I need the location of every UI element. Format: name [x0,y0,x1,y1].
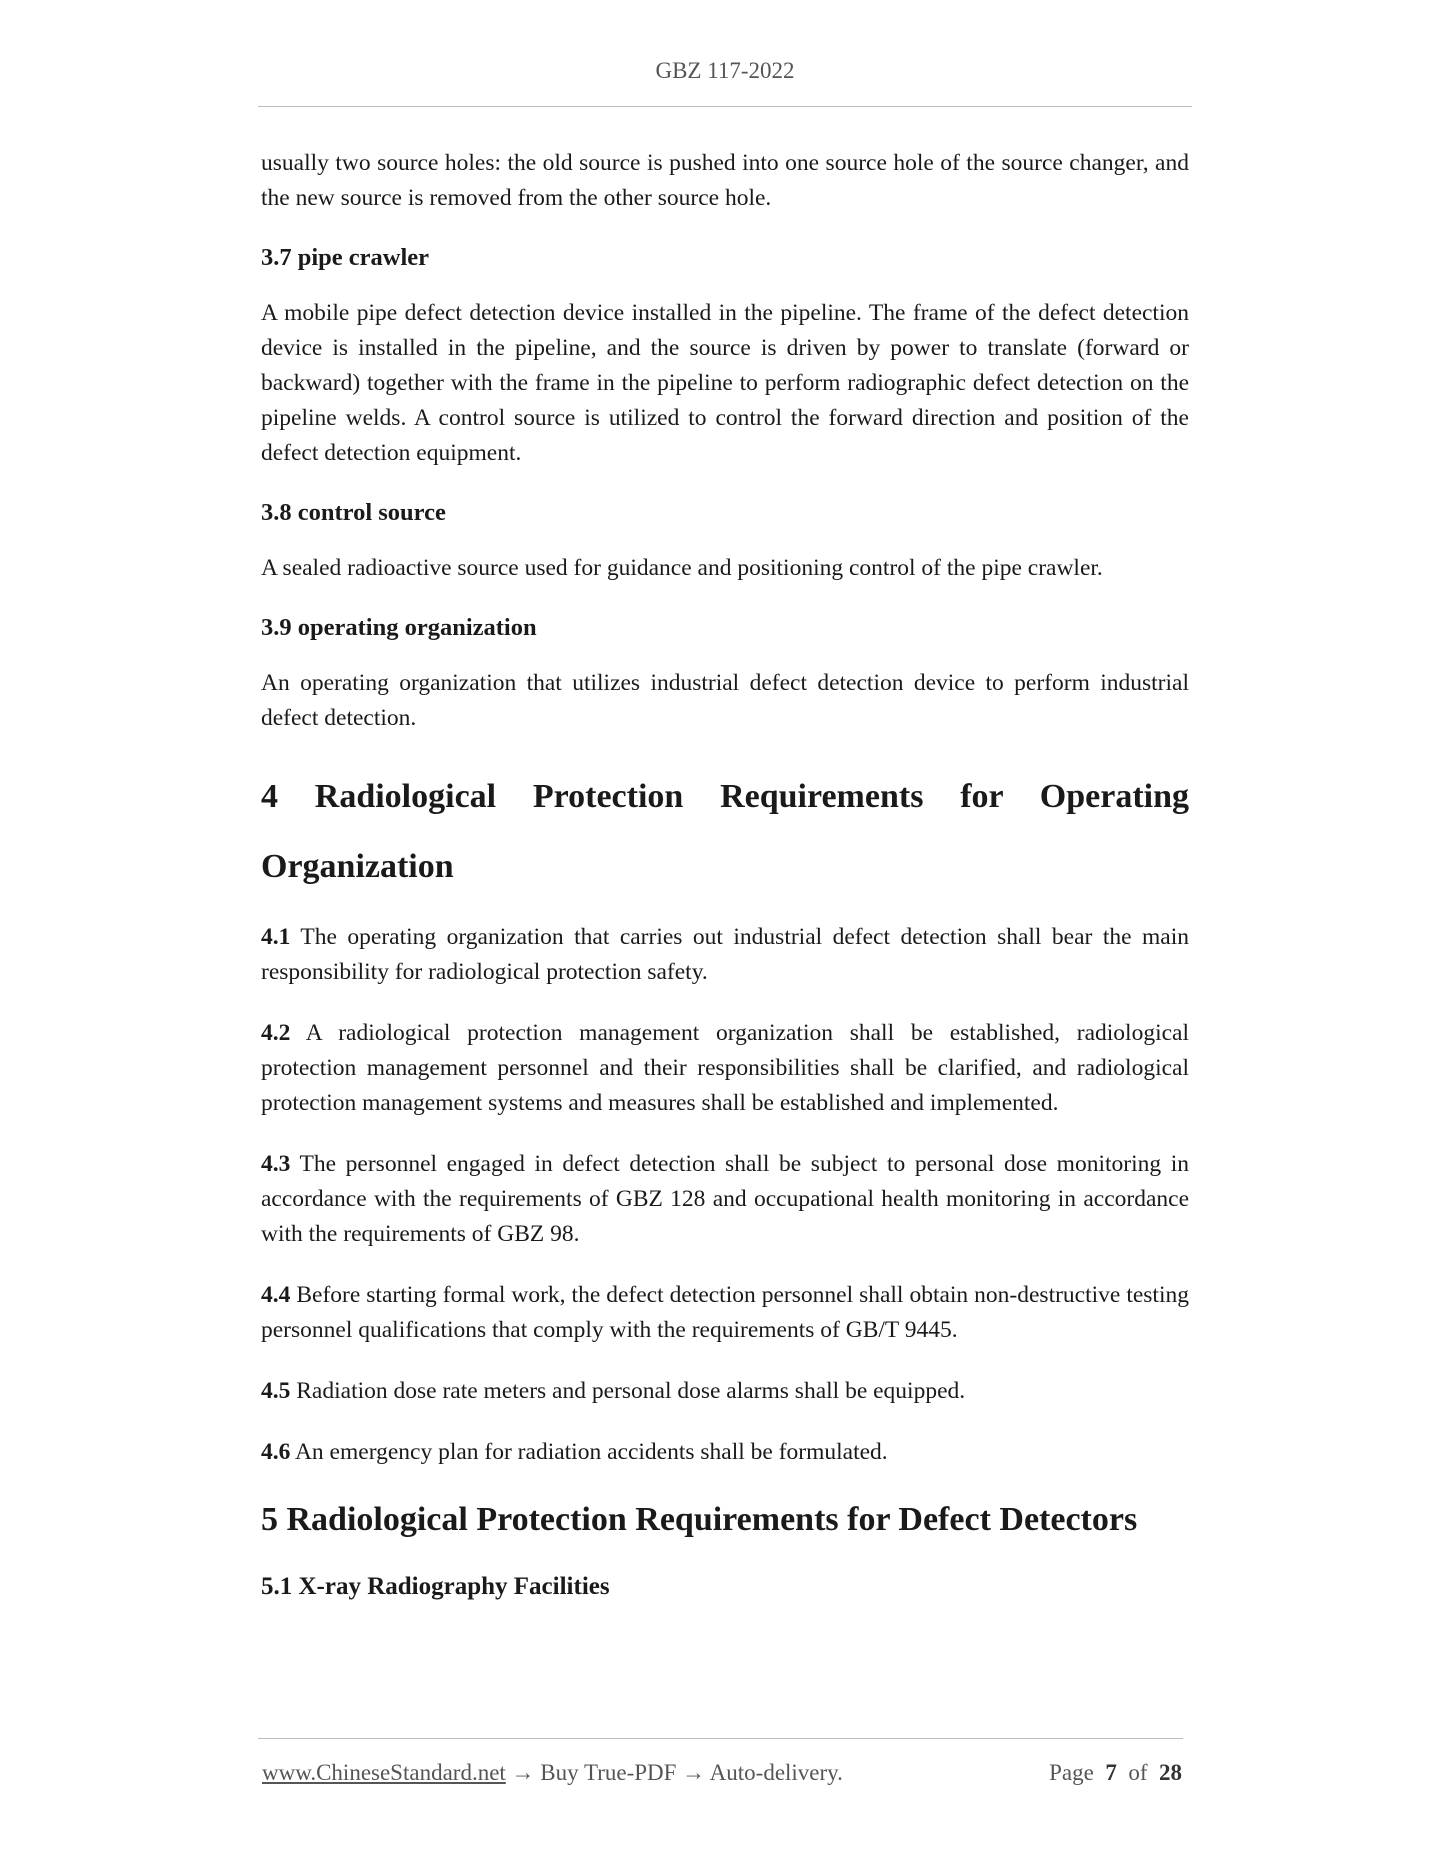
website-link[interactable]: www.ChineseStandard.net [262,1760,506,1785]
footer-promo [262,1758,843,1788]
clause-4-6 [261,1435,1189,1470]
footer-divider [258,1738,1183,1739]
section-4-title-line2: Organization [261,848,454,885]
clause-text: Radiation dose rate meters and personal dose alarms shall be equipped. [290,1378,966,1404]
of-word: of [1128,1760,1148,1785]
clause-text: Before starting formal work, the defect detection personnel shall obtain non-destructive testing personnel qualifications that comply with the requirements of GB/T 9445. [261,1282,1189,1343]
page-number [1049,1758,1182,1788]
section-4-title [261,762,1189,902]
total-pages: 28 [1159,1760,1182,1785]
page-header: GBZ 117-2022 [655,58,795,83]
clause-number: 4.5 [261,1378,291,1404]
term-heading-3-7: 3.7 pipe crawler [261,244,430,271]
clause-4-2 [261,1016,1189,1121]
clause-number: 4.4 [261,1282,291,1308]
term-heading-3-9: 3.9 operating organization [261,614,537,641]
page-content [261,146,1189,1604]
clause-4-3 [261,1147,1189,1252]
header-divider [258,106,1192,107]
clause-number: 4.3 [261,1151,291,1177]
term-definition-3-8: A sealed radioactive source used for guidance and positioning control of the pipe crawler. [261,555,1103,581]
clause-text: A radiological protection management organization shall be established, radiological protection management personnel and their responsibilities shall be clarified, and radiological protection management systems and measures shall be established and implemented. [261,1020,1189,1116]
clause-number: 4.1 [261,924,291,950]
clause-4-1 [261,920,1189,990]
term-definition-3-9: An operating organization that utilizes industrial defect detection device to perform industrial defect detection. [261,670,1189,731]
clause-number: 4.6 [261,1439,291,1465]
clause-4-5 [261,1374,1189,1409]
intro-paragraph: usually two source holes: the old source is pushed into one source hole of the source changer, and the new source is removed from the other source hole. [261,150,1189,211]
clause-text: An emergency plan for radiation accidents shall be formulated. [290,1439,888,1465]
subsection-5-1-title: 5.1 X-ray Radiography Facilities [261,1573,610,1600]
clause-text: The operating organization that carries out industrial defect detection shall bear the main responsibility for radiological protection safety. [261,924,1189,985]
section-4-title-line1: 4 Radiological Protection Requirements for Operating [261,778,1189,815]
clause-text: The personnel engaged in defect detection shall be subject to personal dose monitoring in accordance with the requirements of GBZ 128 and occupational health monitoring in accordance with the requirements of GBZ 98. [261,1151,1189,1247]
footer-promo-text: → Buy True-PDF → Auto-delivery. [505,1760,843,1785]
section-5-title: 5 Radiological Protection Requirements for Defect Detectors [261,1501,1138,1538]
page-word: Page [1049,1760,1094,1785]
term-heading-3-8: 3.8 control source [261,499,446,526]
clause-4-4 [261,1278,1189,1348]
current-page: 7 [1105,1760,1117,1785]
term-definition-3-7: A mobile pipe defect detection device installed in the pipeline. The frame of the defect detection device is installed in the pipeline, and the source is driven by power to translate (forward or backward) together with the frame in the pipeline to perform radiographic defect detection on the pipeline welds. A control source is utilized to control the forward direction and position of the defect detection equipment. [261,300,1189,466]
clause-number: 4.2 [261,1020,291,1046]
